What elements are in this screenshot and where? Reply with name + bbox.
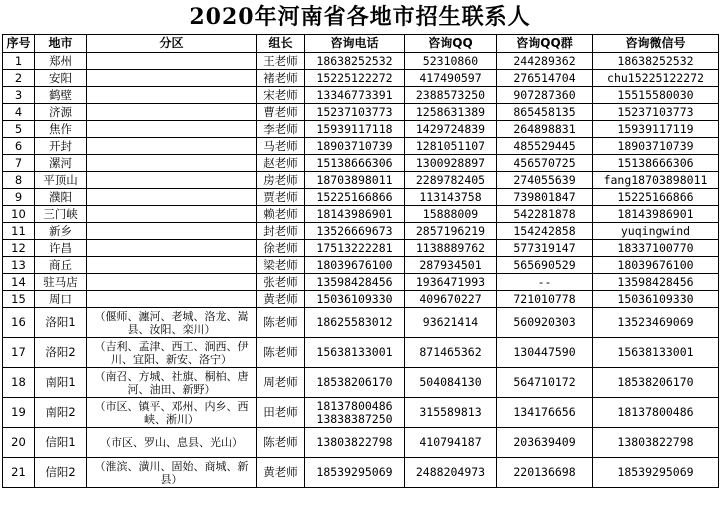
table-row (3, 53, 719, 70)
wechat-cell: 18143986901 (593, 206, 719, 223)
district-cell: （淮滨、潢川、固始、商城、新县） (87, 458, 257, 488)
city-cell: 漯河 (35, 155, 87, 172)
district-cell (87, 189, 257, 206)
city-cell: 信阳1 (35, 428, 87, 458)
phone-cell: 15138666306 (305, 155, 405, 172)
phone-cell: 15225166866 (305, 189, 405, 206)
leader-cell: 李老师 (257, 121, 305, 138)
leader-cell: 陈老师 (257, 428, 305, 458)
wechat-cell: 15939117119 (593, 121, 719, 138)
district-cell (87, 223, 257, 240)
wechat-cell: 15036109330 (593, 291, 719, 308)
city-cell: 周口 (35, 291, 87, 308)
city-cell: 焦作 (35, 121, 87, 138)
header-qq-group: 咨询QQ群 (497, 35, 593, 53)
qq-group-cell: 134176656 (497, 398, 593, 428)
district-cell (87, 240, 257, 257)
table-row (3, 121, 719, 138)
qq-group-cell: 274055639 (497, 172, 593, 189)
phone-cell: 18539295069 (305, 458, 405, 488)
leader-cell: 梁老师 (257, 257, 305, 274)
row-number: 6 (3, 138, 35, 155)
leader-cell: 赵老师 (257, 155, 305, 172)
qq-cell: 409670227 (405, 291, 497, 308)
phone-cell: 18625583012 (305, 308, 405, 338)
qq-cell: 1300928897 (405, 155, 497, 172)
row-number: 1 (3, 53, 35, 70)
district-cell (87, 138, 257, 155)
wechat-cell: 15638133001 (593, 338, 719, 368)
qq-group-cell: 154242858 (497, 223, 593, 240)
qq-group-cell: 244289362 (497, 53, 593, 70)
district-cell (87, 172, 257, 189)
row-number: 3 (3, 87, 35, 104)
table-row (3, 458, 719, 488)
qq-cell: 93621414 (405, 308, 497, 338)
row-number: 10 (3, 206, 35, 223)
qq-group-cell: 560920303 (497, 308, 593, 338)
header-row (3, 35, 719, 53)
qq-cell: 410794187 (405, 428, 497, 458)
qq-cell: 287934501 (405, 257, 497, 274)
wechat-cell: 15237103773 (593, 104, 719, 121)
phone-cell: 17513222281 (305, 240, 405, 257)
city-cell: 驻马店 (35, 274, 87, 291)
leader-cell: 陈老师 (257, 308, 305, 338)
wechat-cell: 15138666306 (593, 155, 719, 172)
header-district: 分区 (87, 35, 257, 53)
leader-cell: 宋老师 (257, 87, 305, 104)
leader-cell: 马老师 (257, 138, 305, 155)
table-row (3, 189, 719, 206)
city-cell: 济源 (35, 104, 87, 121)
table-row (3, 257, 719, 274)
city-cell: 南阳1 (35, 368, 87, 398)
row-number: 12 (3, 240, 35, 257)
qq-cell: 2289782405 (405, 172, 497, 189)
header-leader: 组长 (257, 35, 305, 53)
wechat-cell: 18638252532 (593, 53, 719, 70)
phone-cell: 15225122272 (305, 70, 405, 87)
header-no: 序号 (3, 35, 35, 53)
leader-cell: 封老师 (257, 223, 305, 240)
district-cell: （市区、罗山、息县、光山） (87, 428, 257, 458)
phone-cell: 13346773391 (305, 87, 405, 104)
row-number: 8 (3, 172, 35, 189)
district-cell (87, 70, 257, 87)
qq-group-cell: 739801847 (497, 189, 593, 206)
wechat-cell: 13523469069 (593, 308, 719, 338)
qq-cell: 1429724839 (405, 121, 497, 138)
row-number: 7 (3, 155, 35, 172)
header-qq: 咨询QQ (405, 35, 497, 53)
qq-cell: 52310860 (405, 53, 497, 70)
qq-group-cell: 130447590 (497, 338, 593, 368)
table-row (3, 291, 719, 308)
table-row (3, 155, 719, 172)
table-row (3, 398, 719, 428)
table-row (3, 87, 719, 104)
leader-cell: 陈老师 (257, 338, 305, 368)
wechat-cell: 18039676100 (593, 257, 719, 274)
city-cell: 鹤壁 (35, 87, 87, 104)
district-cell (87, 206, 257, 223)
city-cell: 南阳2 (35, 398, 87, 428)
qq-group-cell: 907287360 (497, 87, 593, 104)
qq-cell: 1138889762 (405, 240, 497, 257)
city-cell: 平顶山 (35, 172, 87, 189)
city-cell: 信阳2 (35, 458, 87, 488)
phone-cell: 18903710739 (305, 138, 405, 155)
leader-cell: 贾老师 (257, 189, 305, 206)
table-row (3, 172, 719, 189)
phone-cell: 18143986901 (305, 206, 405, 223)
wechat-cell: 13598428456 (593, 274, 719, 291)
sheet-title: 2020年河南省各地市招生联系人 (189, 4, 531, 30)
qq-cell: 315589813 (405, 398, 497, 428)
table-row (3, 138, 719, 155)
city-cell: 濮阳 (35, 189, 87, 206)
qq-cell: 2488204973 (405, 458, 497, 488)
table-row (3, 206, 719, 223)
qq-group-cell: 203639409 (497, 428, 593, 458)
phone-cell: 15939117118 (305, 121, 405, 138)
phone-cell: 15237103773 (305, 104, 405, 121)
qq-group-cell: 220136698 (497, 458, 593, 488)
city-cell: 洛阳1 (35, 308, 87, 338)
row-number: 20 (3, 428, 35, 458)
qq-group-cell: 865458135 (497, 104, 593, 121)
city-cell: 郑州 (35, 53, 87, 70)
wechat-cell: 15515580030 (593, 87, 719, 104)
qq-cell: 113143758 (405, 189, 497, 206)
city-cell: 三门峡 (35, 206, 87, 223)
qq-group-cell: 485529445 (497, 138, 593, 155)
qq-cell: 1258631389 (405, 104, 497, 121)
row-number: 13 (3, 257, 35, 274)
city-cell: 洛阳2 (35, 338, 87, 368)
city-cell: 开封 (35, 138, 87, 155)
phone-cell: 13803822798 (305, 428, 405, 458)
phone-cell: 15036109330 (305, 291, 405, 308)
qq-group-cell: 276514704 (497, 70, 593, 87)
wechat-cell: 13803822798 (593, 428, 719, 458)
phone-cell: 18638252532 (305, 53, 405, 70)
table-row (3, 368, 719, 398)
table-row (3, 104, 719, 121)
wechat-cell: 18337100770 (593, 240, 719, 257)
leader-cell: 赖老师 (257, 206, 305, 223)
qq-group-cell: -- (497, 274, 593, 291)
qq-cell: 2388573250 (405, 87, 497, 104)
leader-cell: 房老师 (257, 172, 305, 189)
qq-cell: 2857196219 (405, 223, 497, 240)
city-cell: 安阳 (35, 70, 87, 87)
header-wechat: 咨询微信号 (593, 35, 719, 53)
qq-cell: 1281051107 (405, 138, 497, 155)
district-cell (87, 155, 257, 172)
district-cell (87, 53, 257, 70)
wechat-cell: yuqingwind (593, 223, 719, 240)
row-number: 2 (3, 70, 35, 87)
leader-cell: 周老师 (257, 368, 305, 398)
city-cell: 许昌 (35, 240, 87, 257)
qq-group-cell: 565690529 (497, 257, 593, 274)
leader-cell: 黄老师 (257, 291, 305, 308)
wechat-cell: 15225166866 (593, 189, 719, 206)
leader-cell: 褚老师 (257, 70, 305, 87)
wechat-cell: 18137800486 (593, 398, 719, 428)
district-cell (87, 291, 257, 308)
contact-sheet (2, 0, 718, 488)
row-number: 15 (3, 291, 35, 308)
row-number: 19 (3, 398, 35, 428)
row-number: 9 (3, 189, 35, 206)
phone-cell (305, 398, 405, 428)
table-row (3, 308, 719, 338)
phone-cell: 18039676100 (305, 257, 405, 274)
district-cell (87, 274, 257, 291)
row-number: 18 (3, 368, 35, 398)
district-cell (87, 87, 257, 104)
table-row (3, 274, 719, 291)
row-number: 5 (3, 121, 35, 138)
wechat-cell: chu15225122272 (593, 70, 719, 87)
qq-group-cell: 456570725 (497, 155, 593, 172)
qq-group-cell: 564710172 (497, 368, 593, 398)
district-cell: （市区、镇平、邓州、内乡、西峡、淅川） (87, 398, 257, 428)
leader-cell: 田老师 (257, 398, 305, 428)
header-city: 地市 (35, 35, 87, 53)
phone-cell: 18538206170 (305, 368, 405, 398)
district-cell (87, 121, 257, 138)
row-number: 4 (3, 104, 35, 121)
wechat-cell: 18538206170 (593, 368, 719, 398)
row-number: 14 (3, 274, 35, 291)
city-cell: 新乡 (35, 223, 87, 240)
row-number: 17 (3, 338, 35, 368)
qq-cell: 417490597 (405, 70, 497, 87)
city-cell: 商丘 (35, 257, 87, 274)
phone-cell: 15638133001 (305, 338, 405, 368)
row-number: 11 (3, 223, 35, 240)
qq-cell: 1936471993 (405, 274, 497, 291)
qq-group-cell: 577319147 (497, 240, 593, 257)
qq-cell: 504084130 (405, 368, 497, 398)
phone-secondary: 13838387250 (316, 411, 393, 426)
district-cell: （偃师、瀍河、老城、洛龙、嵩县、汝阳、栾川） (87, 308, 257, 338)
phone-cell: 18703898011 (305, 172, 405, 189)
wechat-cell: 18539295069 (593, 458, 719, 488)
qq-cell: 15888009 (405, 206, 497, 223)
leader-cell: 徐老师 (257, 240, 305, 257)
header-phone: 咨询电话 (305, 35, 405, 53)
table-row (3, 240, 719, 257)
row-number: 21 (3, 458, 35, 488)
table-row (3, 70, 719, 87)
leader-cell: 曹老师 (257, 104, 305, 121)
table-row (3, 223, 719, 240)
leader-cell: 黄老师 (257, 458, 305, 488)
table-row (3, 428, 719, 458)
leader-cell: 王老师 (257, 53, 305, 70)
district-cell: （南召、方城、社旗、桐柏、唐河、油田、新野） (87, 368, 257, 398)
phone-cell: 13526669673 (305, 223, 405, 240)
qq-group-cell: 264898831 (497, 121, 593, 138)
row-number: 16 (3, 308, 35, 338)
wechat-cell: 18903710739 (593, 138, 719, 155)
district-cell (87, 104, 257, 121)
phone-cell: 13598428456 (305, 274, 405, 291)
wechat-cell: fang18703898011 (593, 172, 719, 189)
qq-group-cell: 721010778 (497, 291, 593, 308)
table-row (3, 338, 719, 368)
leader-cell: 张老师 (257, 274, 305, 291)
contact-table (2, 34, 719, 488)
qq-group-cell: 542281878 (497, 206, 593, 223)
phone-primary: 18137800486 (316, 398, 393, 413)
district-cell: （吉利、孟津、西工、涧西、伊川、宜阳、新安、洛宁） (87, 338, 257, 368)
qq-cell: 871465362 (405, 338, 497, 368)
district-cell (87, 257, 257, 274)
